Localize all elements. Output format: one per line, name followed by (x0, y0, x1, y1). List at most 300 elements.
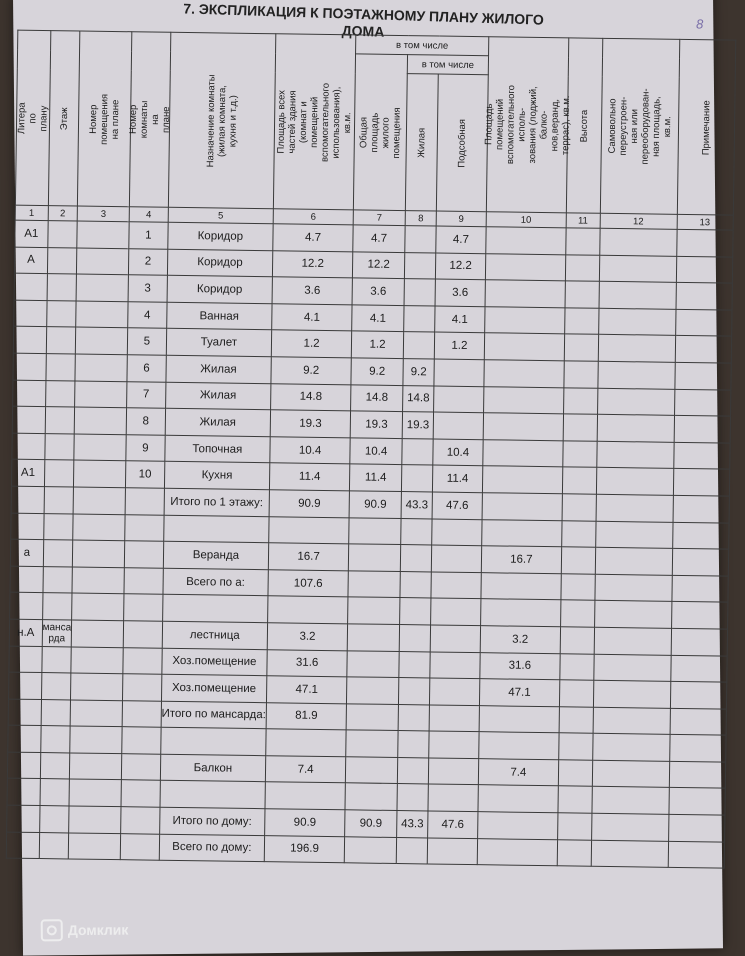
cell-room-number (121, 807, 160, 834)
cell-litera: А1 (15, 220, 48, 247)
cell-height (561, 574, 595, 601)
cell-floor (40, 726, 70, 753)
cell-floor (42, 593, 72, 620)
cell-room-purpose: Всего по а: (163, 568, 269, 596)
cell-premises-number (71, 673, 123, 700)
cell-note (673, 495, 729, 522)
cell-height (563, 414, 597, 441)
cell-litera (6, 832, 39, 859)
cell-height (557, 839, 591, 866)
cell-room-number: 4 (128, 302, 167, 329)
cell-room-purpose: Хоз.помещение (161, 674, 267, 702)
cell-area-all: 12.2 (272, 250, 352, 278)
cell-unauthorized (591, 813, 668, 841)
cell-unauthorized (595, 521, 672, 549)
cell-room-number (125, 514, 164, 541)
cell-unauthorized (592, 760, 669, 788)
cell-living-area (399, 624, 430, 651)
header-in-total-2: в том числе (407, 55, 488, 75)
header-room-number: Номер комнаты на плане (129, 32, 170, 208)
cell-unauthorized (596, 468, 673, 496)
header-total-living-area: Общая площадь жилого помещения (353, 54, 407, 211)
cell-living-area (400, 571, 431, 598)
cell-premises-number (70, 726, 122, 753)
cell-litera: н.А (9, 619, 42, 646)
cell-litera (10, 592, 43, 619)
cell-room-number: 10 (126, 461, 165, 488)
cell-floor (46, 354, 76, 381)
cell-balcony-area (480, 599, 560, 627)
cell-living-area (404, 252, 435, 279)
cell-auxiliary-area: 10.4 (433, 439, 483, 466)
cell-area-all: 31.6 (267, 649, 347, 677)
cell-litera (8, 699, 41, 726)
cell-litera (13, 380, 46, 407)
cell-living-area (404, 305, 435, 332)
cell-living-area (399, 651, 430, 678)
cell-total-area: 4.7 (353, 225, 405, 252)
cell-height (565, 254, 599, 281)
cell-height (562, 467, 596, 494)
cell-balcony-area (477, 838, 557, 866)
cell-height (565, 281, 599, 308)
cell-floor (45, 407, 75, 434)
cell-balcony-area: 47.1 (479, 679, 559, 707)
cell-total-area: 11.4 (350, 464, 402, 491)
cell-total-area: 4.1 (352, 305, 404, 332)
cell-living-area: 43.3 (401, 491, 432, 518)
cell-total-area (348, 597, 400, 624)
cell-auxiliary-area (433, 412, 483, 439)
cell-room-purpose: Всего по дому: (159, 834, 265, 862)
cell-premises-number (69, 806, 121, 833)
cell-floor (43, 513, 73, 540)
cell-floor (47, 274, 77, 301)
cell-area-all: 90.9 (269, 490, 349, 518)
cell-unauthorized (594, 601, 671, 629)
cell-total-area: 19.3 (350, 411, 402, 438)
header-floor: Этаж (48, 31, 80, 206)
cell-unauthorized (596, 441, 673, 469)
column-number: 6 (273, 209, 353, 225)
cell-premises-number (73, 487, 125, 514)
column-number: 1 (15, 205, 48, 220)
cell-auxiliary-area (429, 731, 479, 758)
cell-room-purpose: Балкон (160, 754, 266, 782)
page-number: 8 (696, 16, 704, 32)
cell-room-number: 6 (127, 355, 166, 382)
cell-note (675, 309, 731, 336)
cell-living-area (398, 731, 429, 758)
cell-total-area: 14.8 (351, 384, 403, 411)
cell-unauthorized (597, 388, 674, 416)
cell-auxiliary-area (434, 386, 484, 413)
cell-total-area (344, 836, 396, 863)
cell-auxiliary-area (430, 678, 480, 705)
cell-auxiliary-area: 4.1 (435, 306, 485, 333)
cell-room-purpose (163, 515, 269, 543)
cell-total-area (348, 544, 400, 571)
cell-note (672, 575, 728, 602)
cell-auxiliary-area: 11.4 (433, 465, 483, 492)
cell-room-number: 8 (126, 408, 165, 435)
cell-balcony-area (486, 227, 566, 255)
cell-auxiliary-area: 3.6 (435, 279, 485, 306)
cell-note (670, 708, 726, 735)
cell-floor (41, 699, 71, 726)
cell-note (674, 416, 730, 443)
cell-area-all: 90.9 (265, 809, 345, 837)
cell-total-area: 9.2 (351, 358, 403, 385)
cell-room-number (123, 647, 162, 674)
cell-room-purpose: Веранда (163, 541, 269, 569)
cell-note (676, 229, 732, 256)
cell-balcony-area: 3.2 (480, 626, 560, 654)
cell-note (671, 602, 727, 629)
cell-living-area (396, 837, 427, 864)
cell-height (559, 706, 593, 733)
cell-room-purpose: Коридор (167, 275, 273, 303)
cell-room-purpose: Коридор (167, 249, 273, 277)
cell-balcony-area (485, 253, 565, 281)
cell-premises-number (71, 646, 123, 673)
cell-balcony-area: 31.6 (480, 652, 560, 680)
cell-floor (47, 221, 77, 248)
cell-living-area: 14.8 (403, 385, 434, 412)
cell-premises-number (75, 327, 127, 354)
cell-balcony-area (485, 280, 565, 308)
cell-balcony-area (478, 785, 558, 813)
cell-balcony-area (477, 812, 557, 840)
cell-auxiliary-area (427, 838, 477, 865)
cell-litera (7, 779, 40, 806)
cell-room-number (122, 700, 161, 727)
cell-area-all: 3.2 (267, 623, 347, 651)
cell-premises-number (77, 221, 129, 248)
cell-total-area (347, 650, 399, 677)
cell-floor (40, 752, 70, 779)
cell-room-number (123, 621, 162, 648)
cell-auxiliary-area: 47.6 (432, 492, 482, 519)
cell-room-purpose: Туалет (166, 329, 272, 357)
cell-auxiliary-area (432, 519, 482, 546)
cell-height (559, 680, 593, 707)
cell-height (565, 308, 599, 335)
cell-room-purpose: Жилая (165, 382, 271, 410)
header-room-purpose: Назначение комнаты (жилая комната, кухня и т.д.) (168, 32, 276, 208)
cell-balcony-area: 7.4 (478, 759, 558, 787)
cell-room-purpose: Ванная (166, 302, 272, 330)
cell-litera (12, 406, 45, 433)
column-number: 3 (77, 206, 129, 222)
cell-room-number (120, 833, 159, 860)
cell-height (557, 813, 591, 840)
cell-height (562, 520, 596, 547)
cell-unauthorized (597, 361, 674, 389)
cell-balcony-area (484, 306, 564, 334)
cell-unauthorized (593, 680, 670, 708)
cell-floor (43, 566, 73, 593)
cell-litera (9, 646, 42, 673)
cell-room-number (124, 567, 163, 594)
cell-auxiliary-area: 4.7 (436, 226, 486, 253)
cell-unauthorized (592, 734, 669, 762)
cell-note (676, 283, 732, 310)
cell-auxiliary-area: 12.2 (436, 253, 486, 280)
header-note: Примечание (677, 39, 735, 215)
cell-room-number (123, 674, 162, 701)
cell-room-number (125, 488, 164, 515)
cell-total-area (345, 757, 397, 784)
cell-height (564, 334, 598, 361)
cell-living-area (402, 438, 433, 465)
cell-unauthorized (591, 787, 668, 815)
cell-unauthorized (593, 707, 670, 735)
cell-room-number: 2 (129, 248, 168, 275)
cell-balcony-area (482, 519, 562, 547)
cell-unauthorized (595, 547, 672, 575)
cell-total-area: 10.4 (350, 438, 402, 465)
cell-height (564, 361, 598, 388)
cell-area-all: 9.2 (271, 357, 351, 385)
cell-note (671, 628, 727, 655)
column-number: 7 (353, 210, 405, 226)
cell-auxiliary-area (429, 705, 479, 732)
cell-litera: а (10, 539, 43, 566)
cell-premises-number (72, 567, 124, 594)
cell-balcony-area (482, 466, 562, 494)
cell-unauthorized (591, 840, 668, 868)
cell-litera (8, 725, 41, 752)
cell-floor (39, 832, 69, 859)
cell-note (672, 522, 728, 549)
cell-room-purpose: Коридор (167, 222, 273, 250)
cell-room-purpose: лестница (162, 621, 268, 649)
header-auxiliary-area: Площадь помещений вспомогательного исполь- зования (лоджий, балко- нов,веранд, террас), кв.м. (486, 37, 568, 213)
cell-auxiliary-area (428, 758, 478, 785)
cell-balcony-area (483, 386, 563, 414)
column-number: 10 (486, 212, 566, 228)
cell-living-area (397, 784, 428, 811)
cell-auxiliary-area (431, 598, 481, 625)
cell-area-all: 14.8 (271, 383, 351, 411)
cell-area-all: 196.9 (264, 835, 344, 863)
cell-room-number (122, 727, 161, 754)
column-number: 9 (436, 211, 486, 227)
cell-height (561, 547, 595, 574)
cell-note (673, 469, 729, 496)
cell-premises-number (76, 274, 128, 301)
cell-balcony-area (484, 360, 564, 388)
cell-area-all: 4.1 (272, 304, 352, 332)
cell-room-purpose: Кухня (164, 462, 270, 490)
cell-premises-number (77, 248, 129, 275)
cell-note (674, 362, 730, 389)
cell-unauthorized (598, 335, 675, 363)
cell-living-area: 43.3 (397, 811, 428, 838)
cell-height (559, 733, 593, 760)
cell-living-area (403, 332, 434, 359)
cell-litera (12, 433, 45, 460)
cell-unauthorized (599, 228, 676, 256)
cell-note (670, 681, 726, 708)
header-unauthorized-area: Самовольно переустроен- ная или переоборудован- ная площадь, кв.м. (600, 38, 680, 214)
cell-total-area (346, 703, 398, 730)
cell-room-purpose: Хоз.помещение (162, 648, 268, 676)
document-title: 7. ЭКСПЛИКАЦИЯ К ПОЭТАЖНОМУ ПЛАНУ ЖИЛОГО ДОМА (183, 0, 545, 40)
cell-note (668, 814, 724, 841)
cell-unauthorized (596, 494, 673, 522)
column-number: 2 (48, 206, 78, 221)
cell-room-purpose (162, 595, 268, 623)
cell-litera (10, 566, 43, 593)
header-in-total: в том числе (356, 35, 489, 56)
document-page (13, 0, 723, 956)
domclick-watermark (41, 919, 129, 942)
cell-auxiliary-area (430, 651, 480, 678)
cell-floor (40, 779, 70, 806)
cell-balcony-area (483, 413, 563, 441)
cell-premises-number (71, 620, 123, 647)
cell-area-all: 81.9 (266, 702, 346, 730)
cell-living-area: 19.3 (402, 412, 433, 439)
cell-litera (14, 273, 47, 300)
cell-total-area (346, 730, 398, 757)
column-number: 5 (168, 207, 274, 223)
cell-balcony-area (483, 439, 563, 467)
cell-balcony-area (481, 572, 561, 600)
cell-area-all: 47.1 (267, 676, 347, 704)
cell-auxiliary-area: 1.2 (434, 332, 484, 359)
cell-note (672, 548, 728, 575)
explication-table (6, 30, 736, 869)
cell-height (558, 760, 592, 787)
cell-auxiliary-area (431, 545, 481, 572)
cell-unauthorized (599, 281, 676, 309)
domclick-logo-icon (41, 919, 63, 941)
cell-note (669, 761, 725, 788)
cell-area-all: 1.2 (271, 330, 351, 358)
cell-floor (43, 540, 73, 567)
cell-height (566, 228, 600, 255)
cell-living-area (400, 598, 431, 625)
cell-total-area (349, 517, 401, 544)
cell-total-area (345, 783, 397, 810)
cell-total-area: 1.2 (351, 331, 403, 358)
cell-note (669, 788, 725, 815)
cell-area-all: 19.3 (270, 410, 350, 438)
cell-litera (11, 486, 44, 513)
cell-area-all (265, 782, 345, 810)
cell-room-number: 3 (128, 275, 167, 302)
cell-room-number (124, 541, 163, 568)
cell-premises-number (74, 407, 126, 434)
cell-total-area (347, 624, 399, 651)
cell-floor: манса рда (42, 619, 72, 646)
cell-premises-number (68, 833, 120, 860)
cell-premises-number (72, 593, 124, 620)
cell-room-number (121, 780, 160, 807)
cell-total-area: 90.9 (349, 491, 401, 518)
cell-height (563, 387, 597, 414)
cell-note (670, 655, 726, 682)
header-auxiliary: Подсобная (436, 74, 488, 212)
cell-balcony-area (482, 493, 562, 521)
cell-unauthorized (593, 654, 670, 682)
header-area-all: Площадь всех частей здания (комнат и помещений вспомогательного использования), кв.м. (273, 34, 355, 210)
cell-room-number (124, 594, 163, 621)
cell-premises-number (76, 301, 128, 328)
cell-total-area (347, 677, 399, 704)
cell-living-area: 9.2 (403, 359, 434, 386)
cell-room-purpose: Итого по дому: (159, 807, 265, 835)
cell-floor (44, 433, 74, 460)
cell-height (562, 494, 596, 521)
cell-balcony-area (479, 732, 559, 760)
cell-height (560, 600, 594, 627)
cell-area-all: 7.4 (265, 756, 345, 784)
cell-premises-number (74, 434, 126, 461)
cell-unauthorized (594, 627, 671, 655)
cell-premises-number (75, 354, 127, 381)
cell-living-area (402, 465, 433, 492)
cell-room-purpose: Жилая (166, 355, 272, 383)
cell-area-all: 16.7 (268, 543, 348, 571)
cell-litera (9, 672, 42, 699)
cell-room-number: 7 (127, 381, 166, 408)
cell-room-purpose: Итого по 1 этажу: (164, 488, 270, 516)
cell-floor (42, 646, 72, 673)
column-number: 13 (677, 214, 733, 230)
cell-premises-number (75, 381, 127, 408)
cell-room-purpose (160, 728, 266, 756)
cell-note (676, 256, 732, 283)
column-number: 8 (405, 211, 436, 226)
cell-living-area (401, 518, 432, 545)
cell-area-all: 4.7 (273, 224, 353, 252)
cell-height (560, 653, 594, 680)
cell-living-area (398, 704, 429, 731)
cell-litera: А1 (11, 459, 44, 486)
column-number: 11 (566, 213, 600, 228)
cell-balcony-area (479, 705, 559, 733)
cell-note (674, 389, 730, 416)
cell-litera (13, 353, 46, 380)
cell-balcony-area (484, 333, 564, 361)
cell-litera (13, 327, 46, 354)
cell-room-purpose (160, 781, 266, 809)
cell-note (669, 735, 725, 762)
cell-living-area (400, 545, 431, 572)
header-living: Жилая (405, 74, 438, 211)
cell-balcony-area: 16.7 (481, 546, 561, 574)
cell-litera (14, 300, 47, 327)
cell-living-area (404, 279, 435, 306)
cell-room-purpose: Топочная (165, 435, 271, 463)
cell-height (563, 441, 597, 468)
cell-total-area: 3.6 (352, 278, 404, 305)
cell-premises-number (74, 460, 126, 487)
header-premises-number: Номер помещения на плане (78, 31, 132, 207)
cell-area-all (266, 729, 346, 757)
cell-room-number (121, 754, 160, 781)
cell-premises-number (70, 700, 122, 727)
cell-room-number: 1 (129, 222, 168, 249)
cell-room-purpose: Жилая (165, 408, 271, 436)
cell-floor (46, 327, 76, 354)
cell-living-area (405, 226, 436, 253)
header-height: Высота (566, 38, 602, 213)
